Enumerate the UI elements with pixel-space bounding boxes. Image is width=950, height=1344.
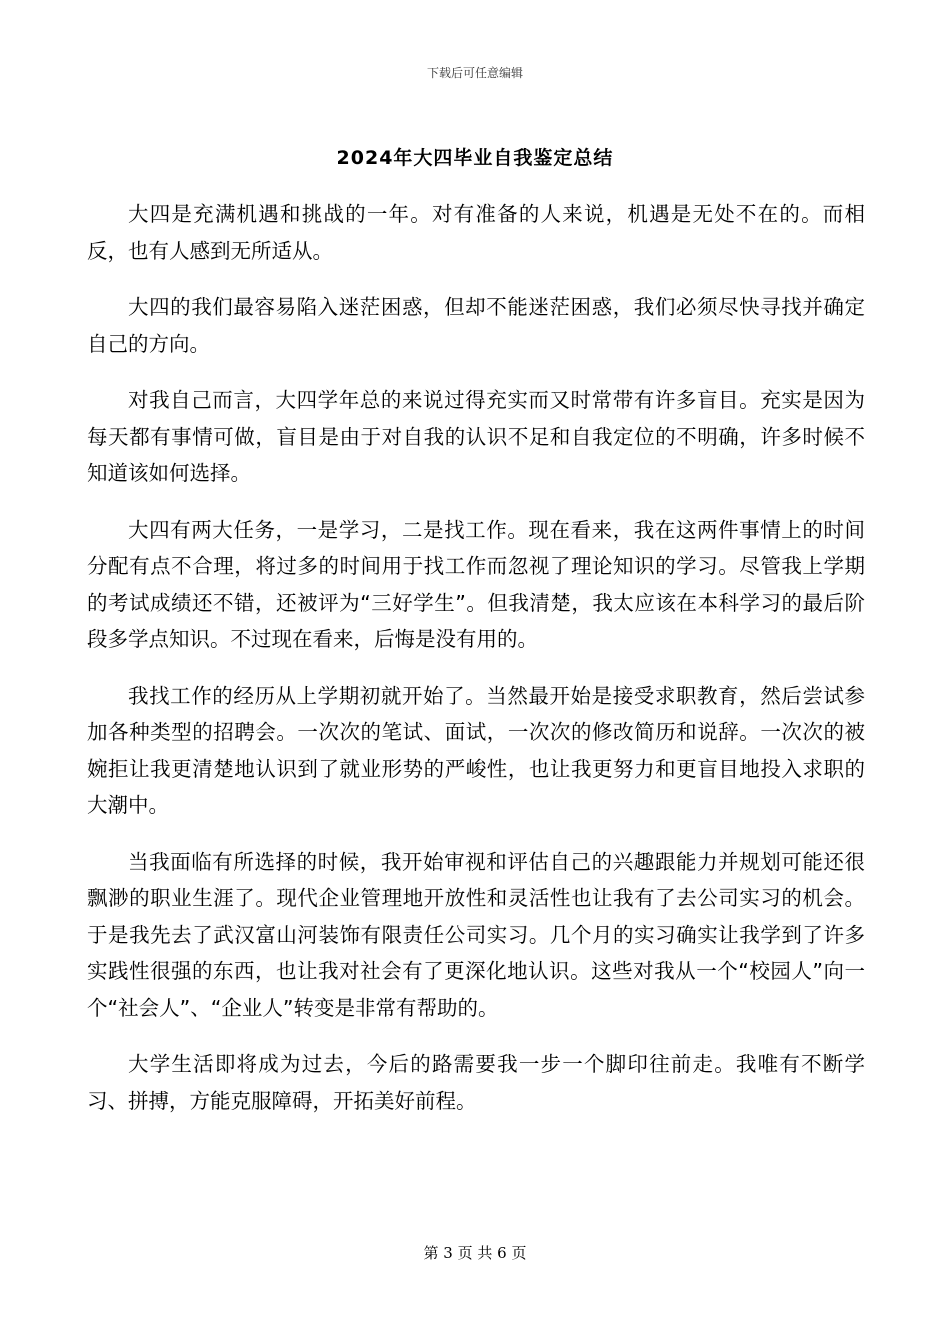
document-title: 2024年大四毕业自我鉴定总结 bbox=[336, 147, 614, 169]
page-number-footer: 第 3 页 共 6 页 bbox=[423, 1244, 527, 1262]
paragraph: 对我自己而言，大四学年总的来说过得充实而又时常带有许多盲目。充实是因为每天都有事情可做，盲目是由于对自我的认识不足和自我定位的不明确，许多时候不知道该如何选择。 bbox=[87, 388, 865, 485]
paragraph: 大四的我们最容易陷入迷茫困惑，但却不能迷茫困惑，我们必须尽快寻找并确定自己的方向。 bbox=[87, 295, 865, 356]
header-note: 下载后可任意编辑 bbox=[426, 66, 523, 80]
paragraph: 我找工作的经历从上学期初就开始了。当然最开始是接受求职教育，然后尝试参加各种类型的招聘会。一次次的笔试、面试，一次次的修改简历和说辞。一次次的被婉拒让我更清楚地认识到了就业形势的严峻性，也让我更努力和更盲目地投入求职的大潮中。 bbox=[87, 683, 865, 817]
paragraph: 大四是充满机遇和挑战的一年。对有准备的人来说，机遇是无处不在的。而相反，也有人感到无所适从。 bbox=[87, 202, 865, 263]
paragraph: 大学生活即将成为过去，今后的路需要我一步一个脚印往前走。我唯有不断学习、拼搏，方能克服障碍，开拓美好前程。 bbox=[87, 1052, 865, 1113]
paragraph: 当我面临有所选择的时候，我开始审视和评估自己的兴趣跟能力并规划可能还很飘渺的职业生涯了。现代企业管理地开放性和灵活性也让我有了去公司实习的机会。于是我先去了武汉富山河装饰有限责任公司实习。几个月的实习确实让我学到了许多实践性很强的东西，也让我对社会有了更深化地认识。这些对我从一个“校园人”向一个“社会人”、“企业人”转变是非常有帮助的。 bbox=[87, 849, 865, 1020]
document-body bbox=[87, 196, 865, 1139]
paragraph: 大四有两大任务，一是学习，二是找工作。现在看来，我在这两件事情上的时间分配有点不合理，将过多的时间用于找工作而忽视了理论知识的学习。尽管我上学期的考试成绩还不错，还被评为“三好学生”。但我清楚，我太应该在本科学习的最后阶段多学点知识。不过现在看来，后悔是没有用的。 bbox=[87, 517, 865, 651]
